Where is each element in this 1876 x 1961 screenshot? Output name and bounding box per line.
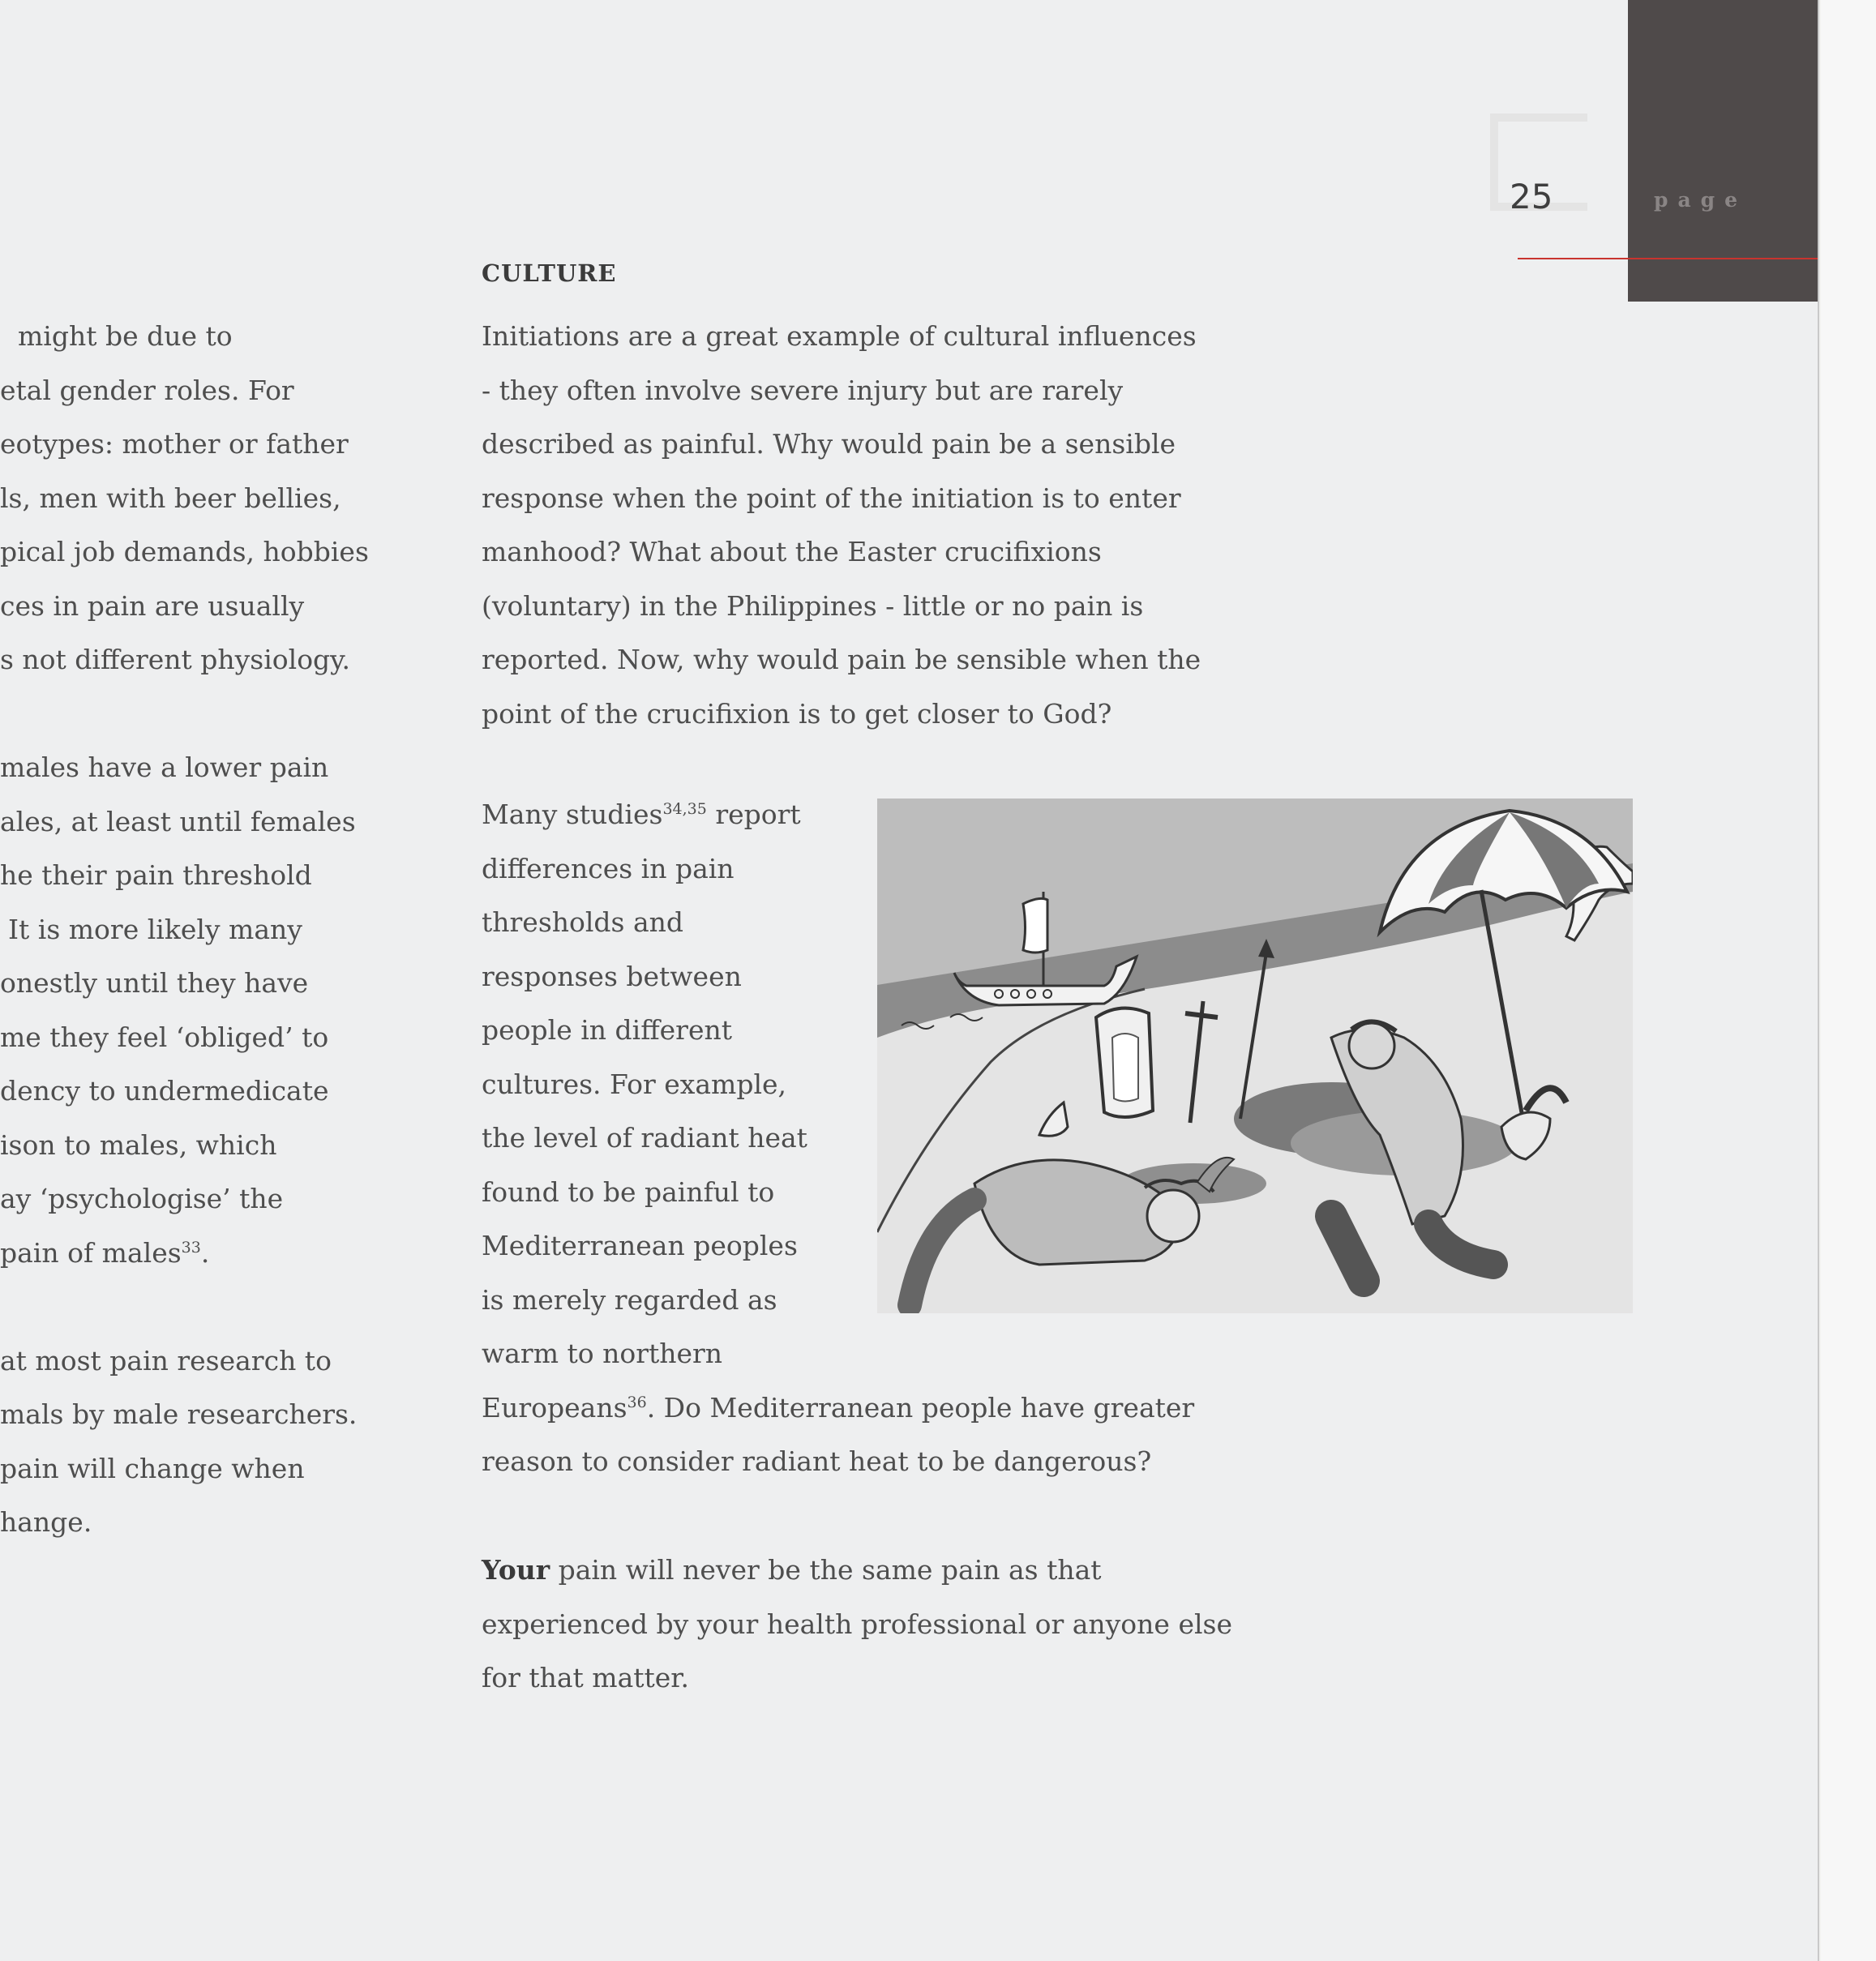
beach-cartoon-illustration <box>877 794 1633 1313</box>
left-line: ales, at least until females <box>0 805 356 837</box>
para-line: manhood? What about the Easter crucifixions <box>482 536 1102 567</box>
page-number: 25 <box>1510 177 1553 216</box>
para-line: Mediterranean peoples <box>482 1230 798 1261</box>
para-line: is merely regarded as <box>482 1283 777 1316</box>
left-line: males have a lower pain <box>0 751 329 783</box>
para-line: the level of radiant heat <box>482 1122 807 1154</box>
para-text: Europeans <box>482 1391 627 1424</box>
left-line: pical job demands, hobbies <box>0 536 369 567</box>
left-line: hange. <box>0 1506 92 1538</box>
left-line: ay ‘psychologise’ the <box>0 1183 284 1214</box>
left-line: might be due to <box>18 320 233 352</box>
left-line: pain of males <box>0 1236 182 1269</box>
section-heading: CULTURE <box>482 259 617 287</box>
para-line: warm to northern <box>482 1338 723 1369</box>
para-line: cultures. For example, <box>482 1068 787 1100</box>
left-line: eotypes: mother or father <box>0 428 349 460</box>
para-line: Initiations are a great example of cultural influences <box>482 320 1197 352</box>
left-line: ls, men with beer bellies, <box>0 482 341 514</box>
para-line: responses between <box>482 960 742 992</box>
left-line-with-ref: pain of males$^{33}$. <box>0 1236 210 1269</box>
page-tab-label: page <box>1654 188 1748 212</box>
para-line: point of the crucifixion is to get closer to God? <box>482 697 1112 730</box>
para-text: . Do Mediterranean people have greater <box>646 1391 1195 1424</box>
para-line: response when the point of the initiation is to enter <box>482 482 1181 514</box>
header-rule <box>1518 258 1818 259</box>
left-line: pain will change when <box>0 1452 305 1484</box>
para-text: report <box>706 799 801 830</box>
left-line: at most pain research to <box>0 1344 332 1377</box>
culture-paragraph-3 <box>482 1544 1232 1706</box>
para-line: - they often involve severe injury but are rarely <box>482 374 1124 406</box>
para-line: experienced by your health professional or anyone else <box>482 1608 1232 1640</box>
page-edge-strip <box>1821 0 1876 1961</box>
para-line <box>482 1544 1232 1598</box>
left-column-text <box>0 310 405 1550</box>
left-line: ces in pain are usually <box>0 589 305 622</box>
para-text: Many studies <box>482 799 663 830</box>
emphasis-word: Your <box>482 1554 550 1586</box>
left-line: ison to males, which <box>0 1128 277 1161</box>
para-line: reported. Now, why would pain be sensible when the <box>482 644 1201 675</box>
left-line: s not different physiology. <box>0 644 350 675</box>
left-line: dency to undermedicate <box>0 1075 329 1107</box>
culture-paragraph-1 <box>482 310 1201 741</box>
para-line-with-ref <box>482 1381 1194 1436</box>
left-line: etal gender roles. For <box>0 374 294 406</box>
left-line: It is more likely many <box>8 913 302 945</box>
left-line: onestly until they have <box>0 967 309 999</box>
footnote-ref: 34,35 <box>662 800 707 818</box>
para-text: pain will never be the same pain as that <box>550 1554 1102 1586</box>
para-line: described as painful. Why would pain be a sensible <box>482 428 1176 460</box>
para-line: differences in pain <box>482 852 735 884</box>
left-line: mals by male researchers. <box>0 1398 358 1430</box>
para-line: thresholds and <box>482 906 684 938</box>
page-tab <box>1628 0 1818 302</box>
footnote-ref: 33 <box>181 1238 201 1257</box>
footnote-ref: 36 <box>627 1393 647 1411</box>
para-line: (voluntary) in the Philippines - little or no pain is <box>482 589 1144 622</box>
para-line: people in different <box>482 1014 732 1046</box>
left-line: he their pain threshold <box>0 859 312 891</box>
para-line: found to be painful to <box>482 1175 775 1208</box>
para-line: reason to consider radiant heat to be dangerous? <box>482 1445 1152 1477</box>
para-line: for that matter. <box>482 1662 689 1693</box>
left-line: me they feel ‘obliged’ to <box>0 1021 329 1053</box>
